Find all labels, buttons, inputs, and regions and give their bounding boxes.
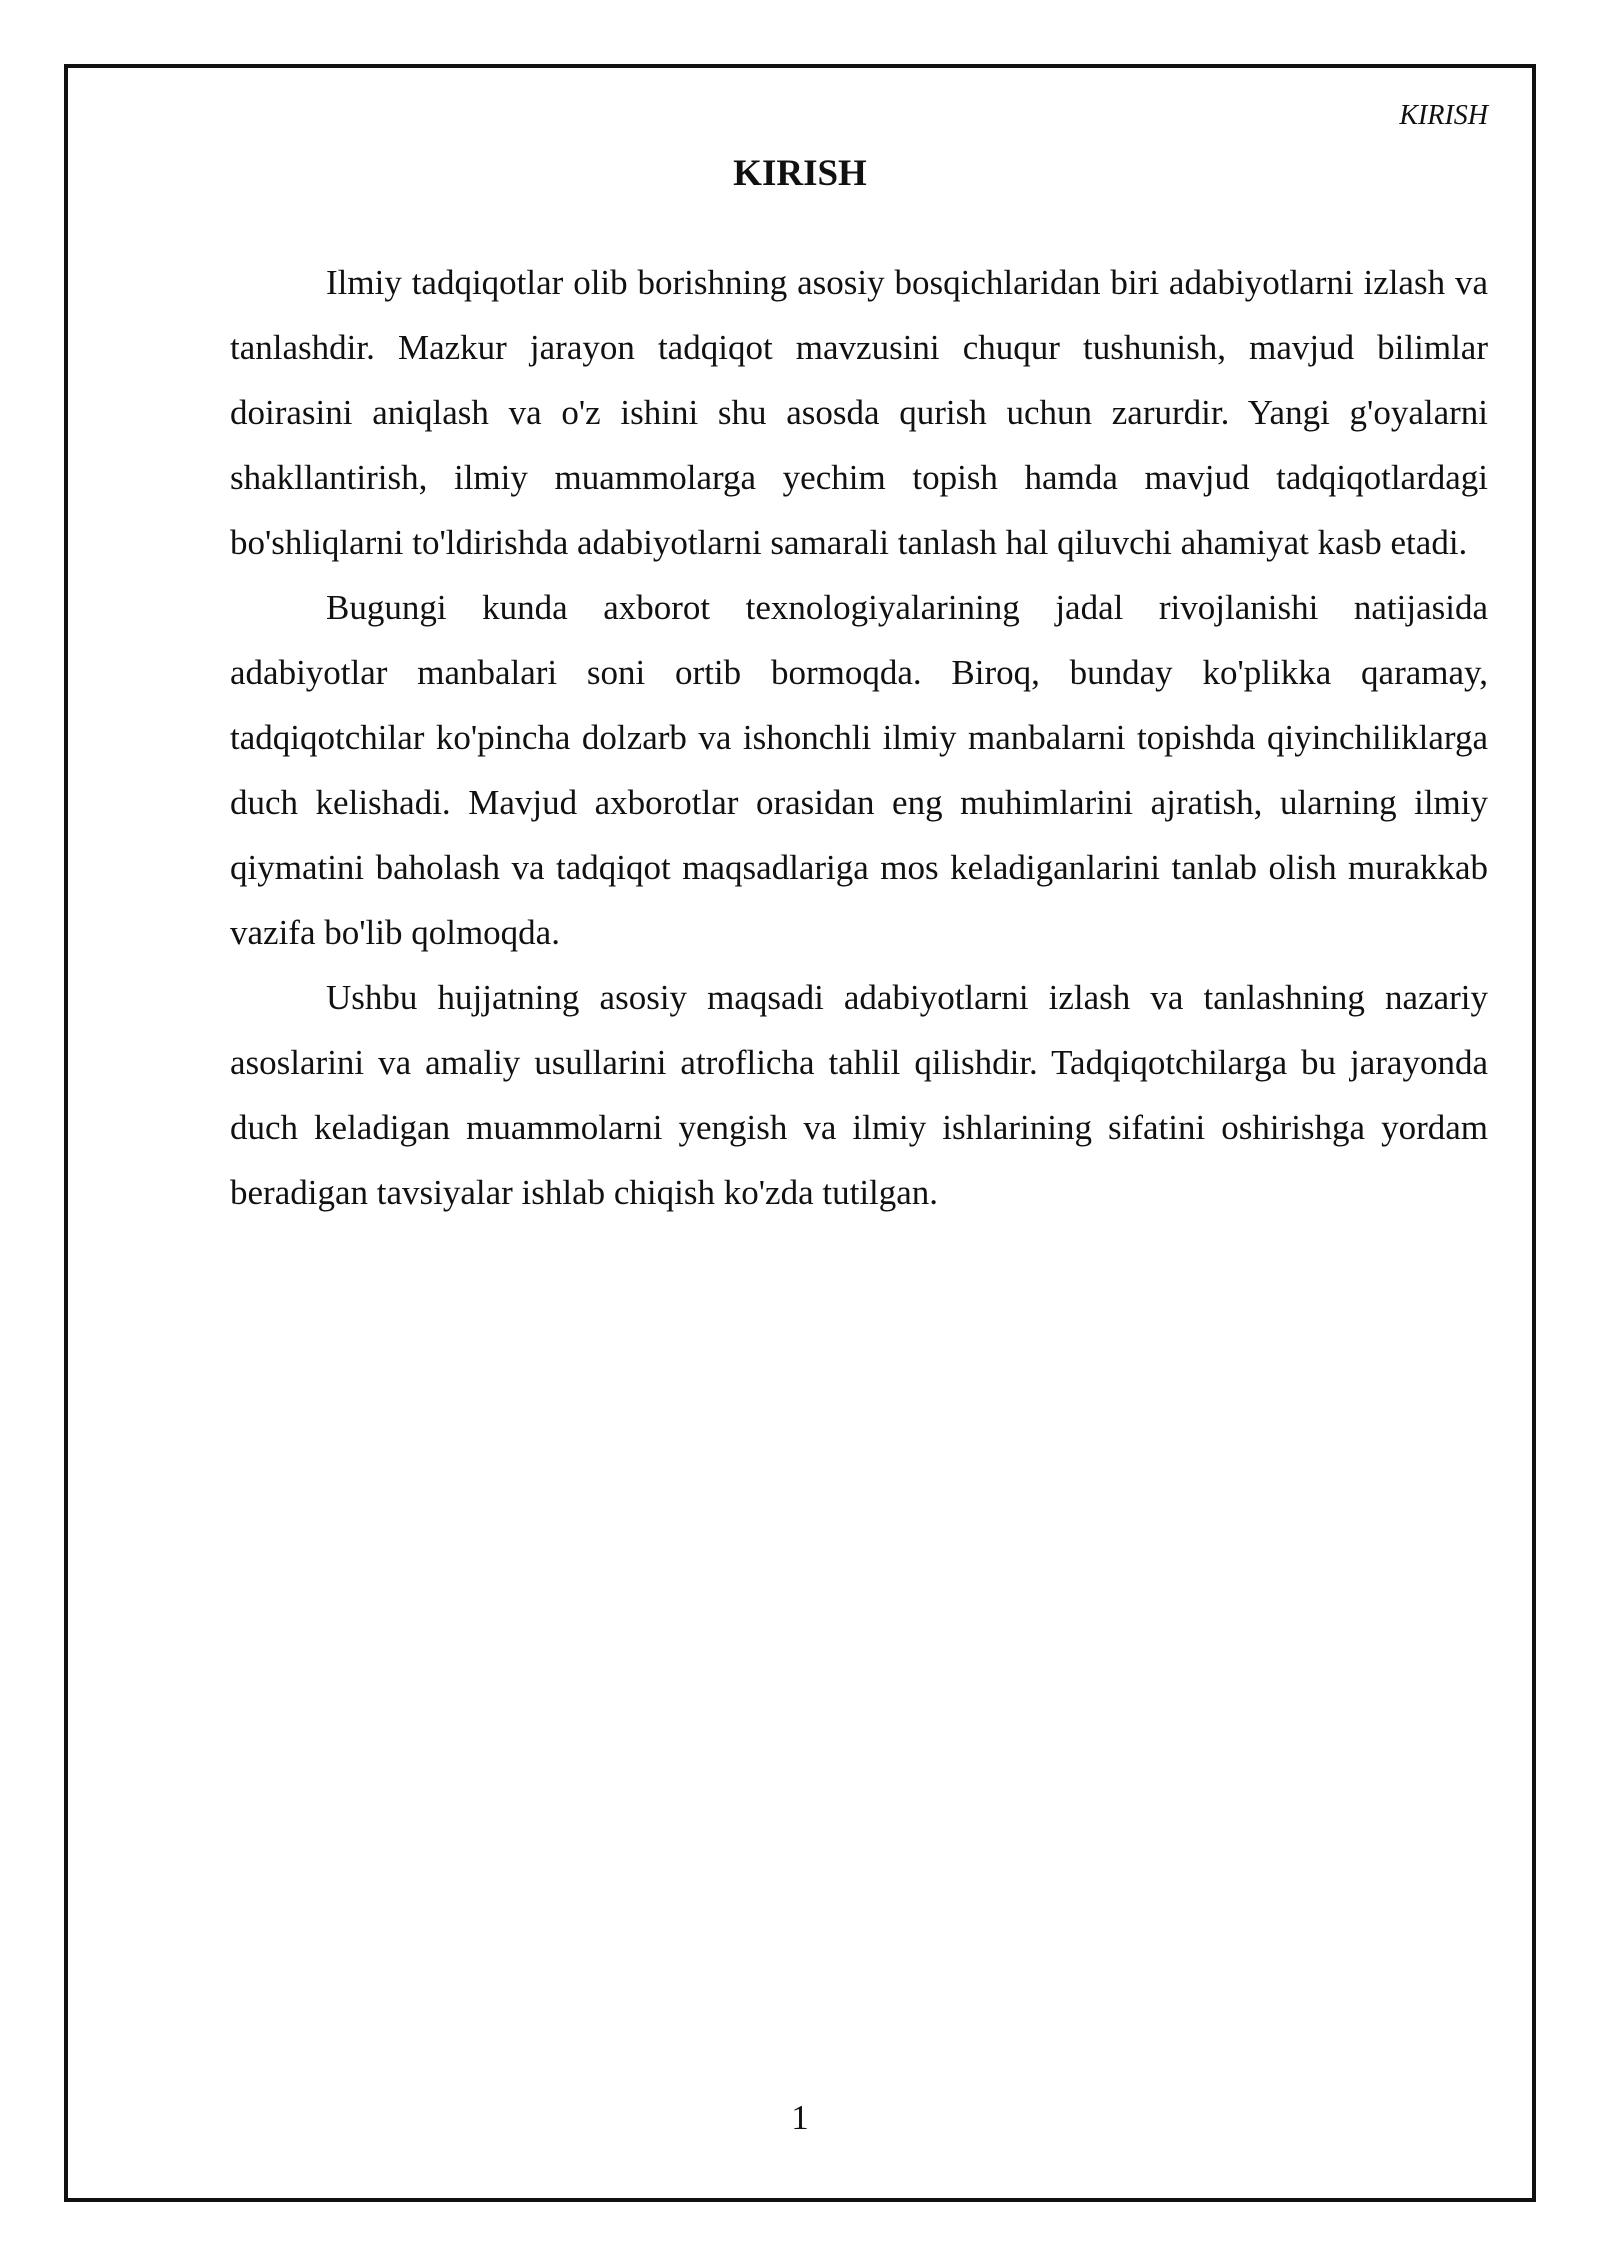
page-title: KIRISH — [733, 153, 867, 194]
paragraph: Ilmiy tadqiqotlar olib borishning asosiy bosqichlaridan biri adabiyotlarni izlash va tanlashdir. Mazkur jarayon tadqiqot mavzusini chuqur tushunish, mavjud bilimlar doirasini aniqlash va o'z ishini shu asosda qurish uchun zarurdir. Yangi g'oyalarni shakllantirish, ilmiy muammolarga yechim topish hamda mavjud tadqiqotlardagi bo'shliqlarni to'ldirishda adabiyotlarni samarali tanlash hal qiluvchi ahamiyat kasb etadi. — [230, 263, 1488, 562]
paragraph: Ushbu hujjatning asosiy maqsadi adabiyotlarni izlash va tanlashning nazariy asoslarini va amaliy usullarini atroflicha tahlil qilishdir. Tadqiqotchilarga bu jarayonda duch keladigan muammolarni yengish va ilmiy ishlarining sifatini oshirishga yordam beradigan tavsiyalar ishlab chiqish ko'zda tutilgan. — [230, 978, 1488, 1212]
running-header: KIRISH — [1399, 100, 1488, 131]
paragraph: Bugungi kunda axborot texnologiyalarining jadal rivojlanishi natijasida adabiyotlar manbalari soni ortib bormoqda. Biroq, bunday ko'plikka qaramay, tadqiqotchilar ko'pincha dolzarb va ishonchli ilmiy manbalarni topishda qiyinchiliklarga duch kelishadi. Mavjud axborotlar orasidan eng muhimlarini ajratish, ularning ilmiy qiymatini baholash va tadqiqot maqsadlariga mos keladiganlarini tanlab olish murakkab vazifa bo'lib qolmoqda. — [230, 588, 1488, 952]
page-number: 1 — [791, 2098, 809, 2137]
document-body — [230, 250, 1488, 1225]
